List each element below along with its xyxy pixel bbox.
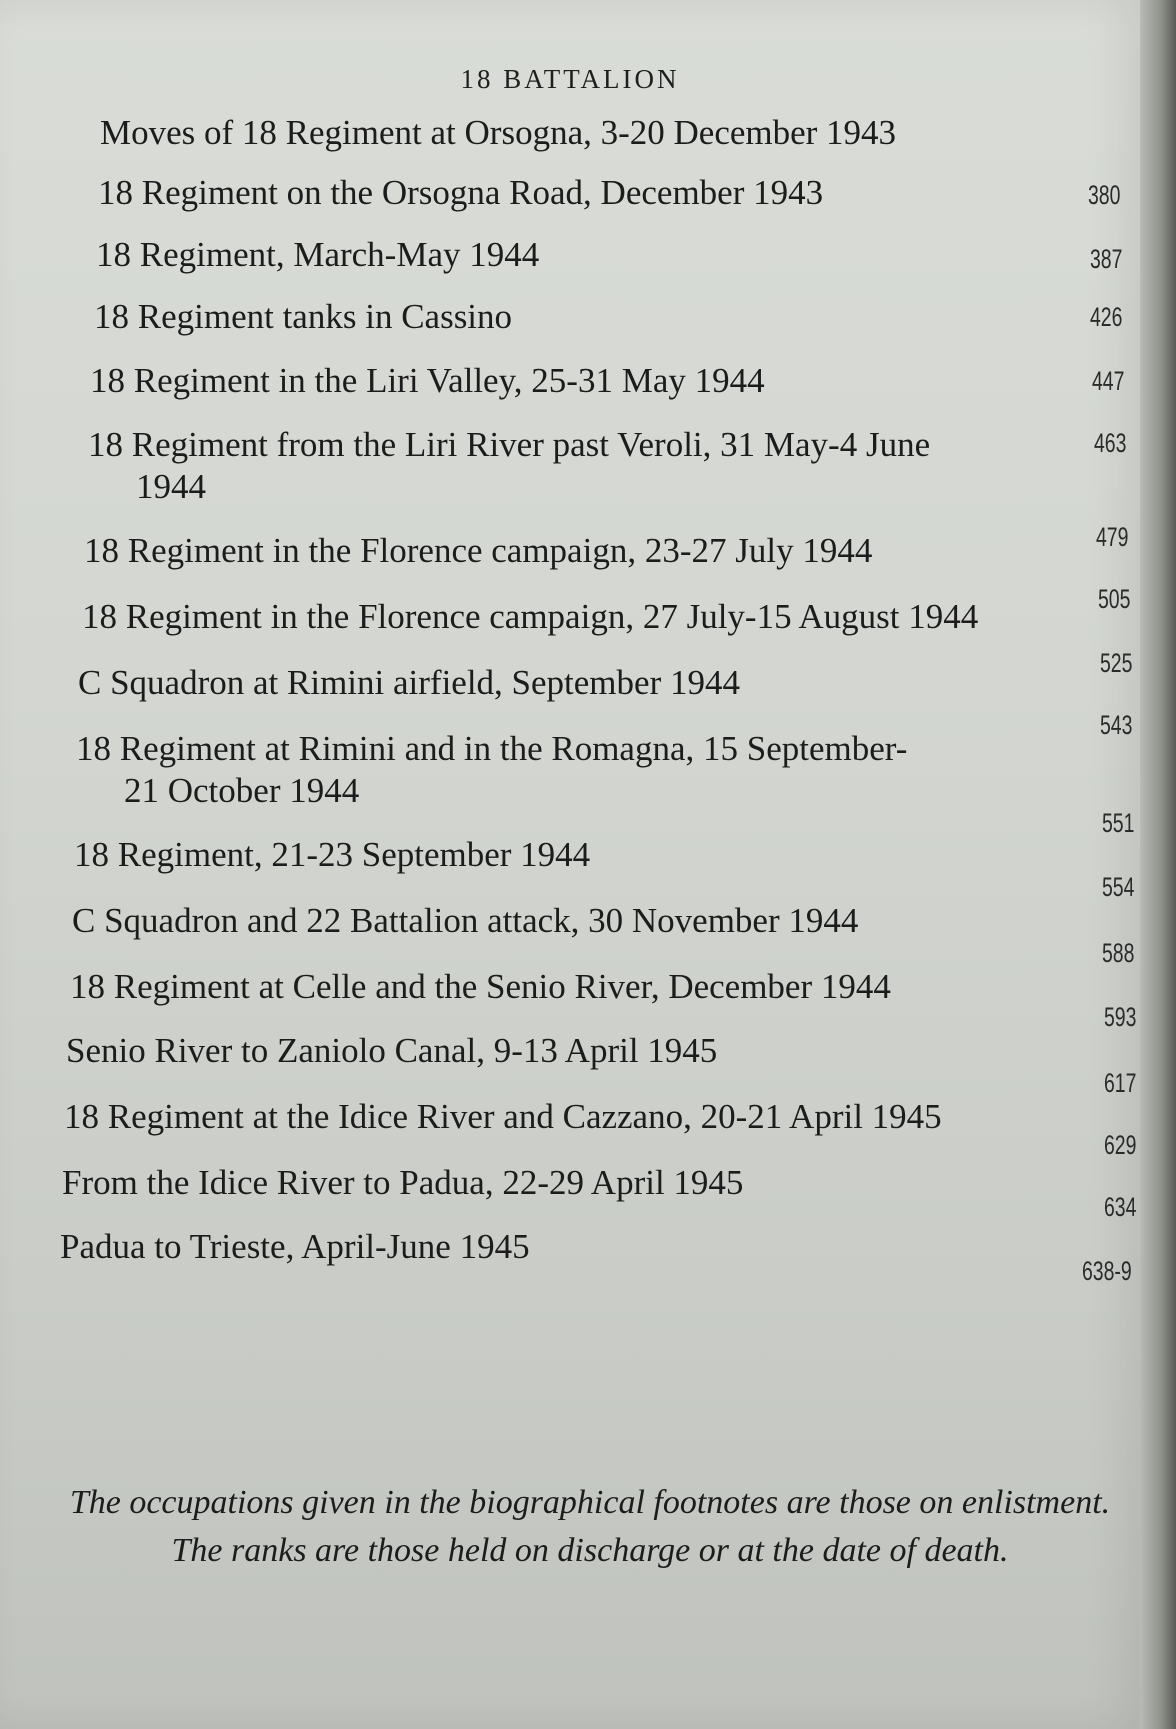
- entry-title-continued: 1944: [136, 467, 206, 506]
- page-number: 447: [1092, 366, 1125, 396]
- page-number: 479: [1096, 522, 1129, 552]
- entry-title: 18 Regiment at Rimini and in the Romagna, 15 September-: [76, 729, 908, 768]
- list-entry: [60, 1226, 530, 1268]
- list-entry: [76, 728, 907, 812]
- entry-title: 18 Regiment in the Liri Valley, 25-31 May 1944: [90, 361, 765, 400]
- entry-title: Moves of 18 Regiment at Orsogna, 3-20 December 1943: [100, 113, 897, 152]
- entry-title: Padua to Trieste, April-June 1945: [60, 1227, 530, 1266]
- list-entry: [64, 1096, 942, 1138]
- page-number: 629: [1104, 1130, 1137, 1160]
- entry-title: 18 Regiment, 21-23 September 1944: [74, 835, 591, 874]
- list-entry: [62, 1162, 743, 1204]
- list-entry: [66, 1030, 717, 1072]
- list-entry: [82, 596, 978, 638]
- page-number: 525: [1100, 648, 1133, 678]
- list-entry: [88, 424, 930, 508]
- entry-title: 18 Regiment in the Florence campaign, 27 July-15 August 1944: [82, 597, 979, 636]
- list-entry: [100, 112, 896, 154]
- page-number: 551: [1102, 808, 1135, 838]
- list-entry: [90, 360, 765, 402]
- list-entry: [74, 834, 590, 876]
- page-number: 463: [1094, 428, 1127, 458]
- list-entry: [78, 662, 740, 704]
- entry-title: C Squadron and 22 Battalion attack, 30 November 1944: [72, 901, 859, 940]
- page-number: 380: [1088, 180, 1121, 210]
- entry-title-continued: 21 October 1944: [124, 771, 360, 810]
- footnote-line-1: The occupations given in the biographical footnotes are those on enlistment.: [69, 1484, 1111, 1521]
- page-number: 387: [1090, 244, 1123, 274]
- entry-title: C Squadron at Rimini airfield, September 1944: [78, 663, 740, 702]
- page-number: 543: [1100, 710, 1133, 740]
- entry-title: 18 Regiment from the Liri River past Veroli, 31 May-4 June: [88, 425, 931, 464]
- page-number: 588: [1102, 938, 1135, 968]
- page-number: 593: [1104, 1002, 1137, 1032]
- entry-title: 18 Regiment at Celle and the Senio River, December 1944: [70, 967, 891, 1006]
- page-number: 617: [1104, 1068, 1137, 1098]
- entry-title: Senio River to Zaniolo Canal, 9-13 April 1945: [66, 1031, 718, 1070]
- list-entry: [72, 900, 858, 942]
- list-entry: [98, 172, 823, 214]
- list-entry: [70, 966, 891, 1008]
- page-number: 634: [1104, 1192, 1137, 1222]
- running-head: 18 BATTALION: [460, 64, 680, 94]
- entry-title: 18 Regiment in the Florence campaign, 23-27 July 1944: [84, 531, 873, 570]
- page-number: 638-9: [1082, 1256, 1132, 1286]
- entry-title: 18 Regiment tanks in Cassino: [94, 297, 513, 336]
- list-entry: [94, 296, 512, 338]
- entry-title: 18 Regiment, March-May 1944: [96, 235, 540, 274]
- list-entry: [84, 530, 872, 572]
- list-entry: [96, 234, 539, 276]
- entry-title: 18 Regiment at the Idice River and Cazzano, 20-21 April 1945: [64, 1097, 942, 1136]
- entry-title: From the Idice River to Padua, 22-29 April 1945: [62, 1163, 744, 1202]
- page-number: 505: [1098, 584, 1131, 614]
- page-number: 554: [1102, 872, 1135, 902]
- entry-title: 18 Regiment on the Orsogna Road, December 1943: [98, 173, 824, 212]
- page-number: 426: [1090, 302, 1123, 332]
- footnote-line-2: The ranks are those held on discharge or at the date of death.: [171, 1532, 1009, 1569]
- page-edge: [1140, 0, 1176, 1729]
